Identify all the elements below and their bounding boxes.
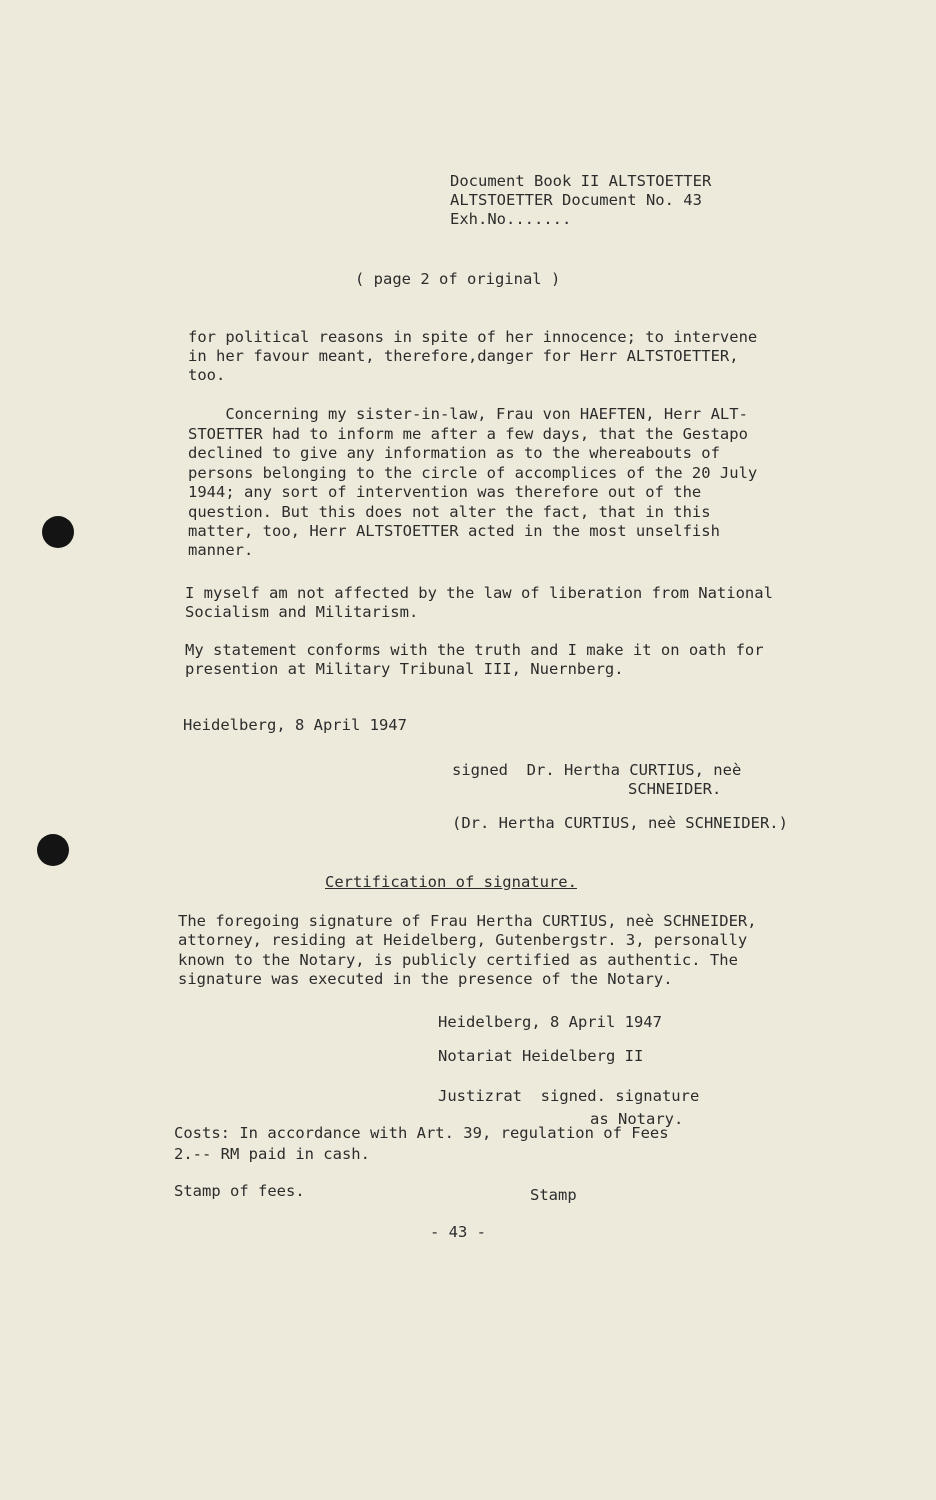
certification-title: Certification of signature.: [325, 873, 577, 891]
para3-line: I myself am not affected by the law of liberation from National: [185, 584, 773, 602]
para2-line: declined to give any information as to the whereabouts of: [188, 444, 720, 462]
stamp-label: Stamp: [530, 1186, 577, 1204]
notary-role: as Notary.: [590, 1110, 684, 1128]
para1-line: for political reasons in spite of her innocence; to intervene: [188, 328, 758, 346]
para2-line: Concerning my sister-in-law, Frau von HAEFTEN, Herr ALT-: [188, 405, 748, 423]
costs-line: Costs: In accordance with Art. 39, regulation of Fees: [174, 1124, 669, 1142]
para3-line: Socialism and Militarism.: [185, 603, 419, 621]
certification-line: signature was executed in the presence of the Notary.: [178, 970, 673, 988]
typed-signature: (Dr. Hertha CURTIUS, neè SCHNEIDER.): [452, 814, 788, 832]
para2-line: 1944; any sort of intervention was therefore out of the: [188, 483, 702, 501]
header-document-book: Document Book II ALTSTOETTER: [450, 172, 712, 190]
punch-hole-bottom: [37, 834, 69, 866]
header-document-number: ALTSTOETTER Document No. 43: [450, 191, 702, 209]
certification-line: known to the Notary, is publicly certified as authentic. The: [178, 951, 738, 969]
page-of-original-note: ( page 2 of original ): [355, 270, 561, 288]
costs-line: 2.-- RM paid in cash.: [174, 1145, 370, 1163]
para4-line: My statement conforms with the truth and I make it on oath for: [185, 641, 764, 659]
para2-line: matter, too, Herr ALTSTOETTER acted in the most unselfish: [188, 522, 720, 540]
notary-office: Notariat Heidelberg II: [438, 1047, 644, 1065]
signature-surname: SCHNEIDER.: [628, 780, 722, 798]
header-exhibit-number: Exh.No.......: [450, 210, 572, 228]
certification-line: The foregoing signature of Frau Hertha CURTIUS, neè SCHNEIDER,: [178, 912, 757, 930]
stamp-of-fees: Stamp of fees.: [174, 1182, 305, 1200]
para2-line: question. But this does not alter the fact, that in this: [188, 503, 711, 521]
para4-line: presention at Military Tribunal III, Nuernberg.: [185, 660, 624, 678]
para1-line: in her favour meant, therefore,danger for Herr ALTSTOETTER,: [188, 347, 739, 365]
place-and-date: Heidelberg, 8 April 1947: [183, 716, 407, 734]
notary-signed-line: Justizrat signed. signature: [438, 1087, 700, 1105]
para1-line: too.: [188, 366, 226, 384]
certification-line: attorney, residing at Heidelberg, Gutenbergstr. 3, personally: [178, 931, 748, 949]
para2-line: manner.: [188, 541, 254, 559]
certification-date: Heidelberg, 8 April 1947: [438, 1013, 662, 1031]
signature-line: signed Dr. Hertha CURTIUS, neè: [452, 761, 742, 779]
para2-line: STOETTER had to inform me after a few days, that the Gestapo: [188, 425, 748, 443]
para2-line: persons belonging to the circle of accomplices of the 20 July: [188, 464, 758, 482]
punch-hole-top: [42, 516, 74, 548]
page-number: - 43 -: [430, 1223, 486, 1241]
